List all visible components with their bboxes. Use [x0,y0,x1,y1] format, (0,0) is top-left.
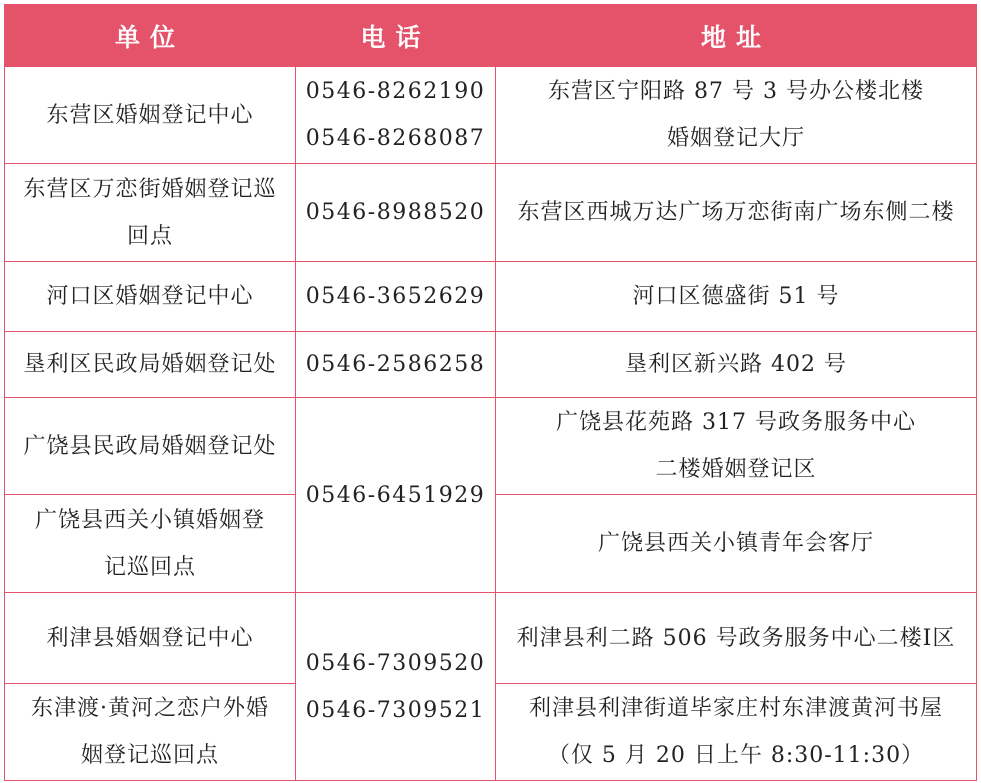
address-cell [496,262,977,332]
address-line: （仅 5 月 20 日上午 8:30-11:30） [547,743,925,768]
phone-number: 0546-8262190 [305,79,486,104]
address-line: 利津县利津街道毕家庄村东津渡黄河书屋 [528,696,943,721]
address-line: 东营区宁阳路 87 号 3 号办公楼北楼 [548,79,924,104]
unit-line: 姻登记巡回点 [80,743,219,768]
address-line: 河口区德盛街 51 号 [632,284,840,309]
address-line: 二楼婚姻登记区 [655,457,817,482]
address-cell [496,67,977,164]
table-row [5,398,977,495]
unit-line: 东津渡·黄河之恋户外婚 [31,696,269,721]
table-row [5,332,977,398]
table-row [5,67,977,164]
header-address: 地址 [496,5,977,67]
address-cell [496,398,977,495]
address-cell [496,684,977,781]
unit-cell [5,164,296,262]
phone-cell [296,262,496,332]
phone-cell [296,164,496,262]
phone-cell [296,593,496,781]
unit-cell: 广饶县民政局婚姻登记处 [5,398,296,495]
unit-cell [5,684,296,781]
table-row [5,593,977,684]
table-header-row [5,5,977,67]
address-cell [496,495,977,593]
unit-line: 广饶县西关小镇婚姻登 [34,507,265,533]
address-line: 东营区西城万达广场万恋街南广场东侧二楼 [517,200,955,225]
unit-cell: 垦利区民政局婚姻登记处 [5,332,296,398]
address-line: 利津县利二路 506 号政务服务中心二楼Ⅰ区 [516,625,956,651]
phone-number: 0546-6451929 [305,482,486,508]
address-cell [496,593,977,684]
unit-line: 回点 [126,223,173,249]
header-unit: 单位 [5,5,296,67]
phone-cell [296,332,496,398]
phone-cell [296,398,496,593]
marriage-registry-table [4,4,977,781]
header-phone: 电话 [296,5,496,67]
unit-cell: 利津县婚姻登记中心 [5,593,296,684]
phone-number: 0546-8988520 [305,200,486,225]
unit-cell [5,495,296,593]
phone-number: 0546-2586258 [305,352,486,377]
table-row [5,262,977,332]
address-cell [496,332,977,398]
table-row [5,164,977,262]
address-cell [496,164,977,262]
marriage-registry-table-container [4,4,977,781]
unit-line: 记巡回点 [103,554,196,580]
address-line: 婚姻登记大厅 [666,126,805,151]
address-line: 垦利区新兴路 402 号 [625,352,847,377]
phone-number: 0546-8268087 [305,126,486,151]
address-line: 广饶县花苑路 317 号政务服务中心 [556,410,916,435]
unit-line: 东营区万恋街婚姻登记巡 [23,176,277,202]
unit-cell: 东营区婚姻登记中心 [5,67,296,164]
unit-cell: 河口区婚姻登记中心 [5,262,296,332]
address-line: 广饶县西关小镇青年会客厅 [597,531,874,556]
phone-number: 0546-7309520 [305,650,486,676]
phone-number: 0546-3652629 [305,284,486,309]
phone-cell [296,67,496,164]
phone-number: 0546-7309521 [305,697,486,723]
